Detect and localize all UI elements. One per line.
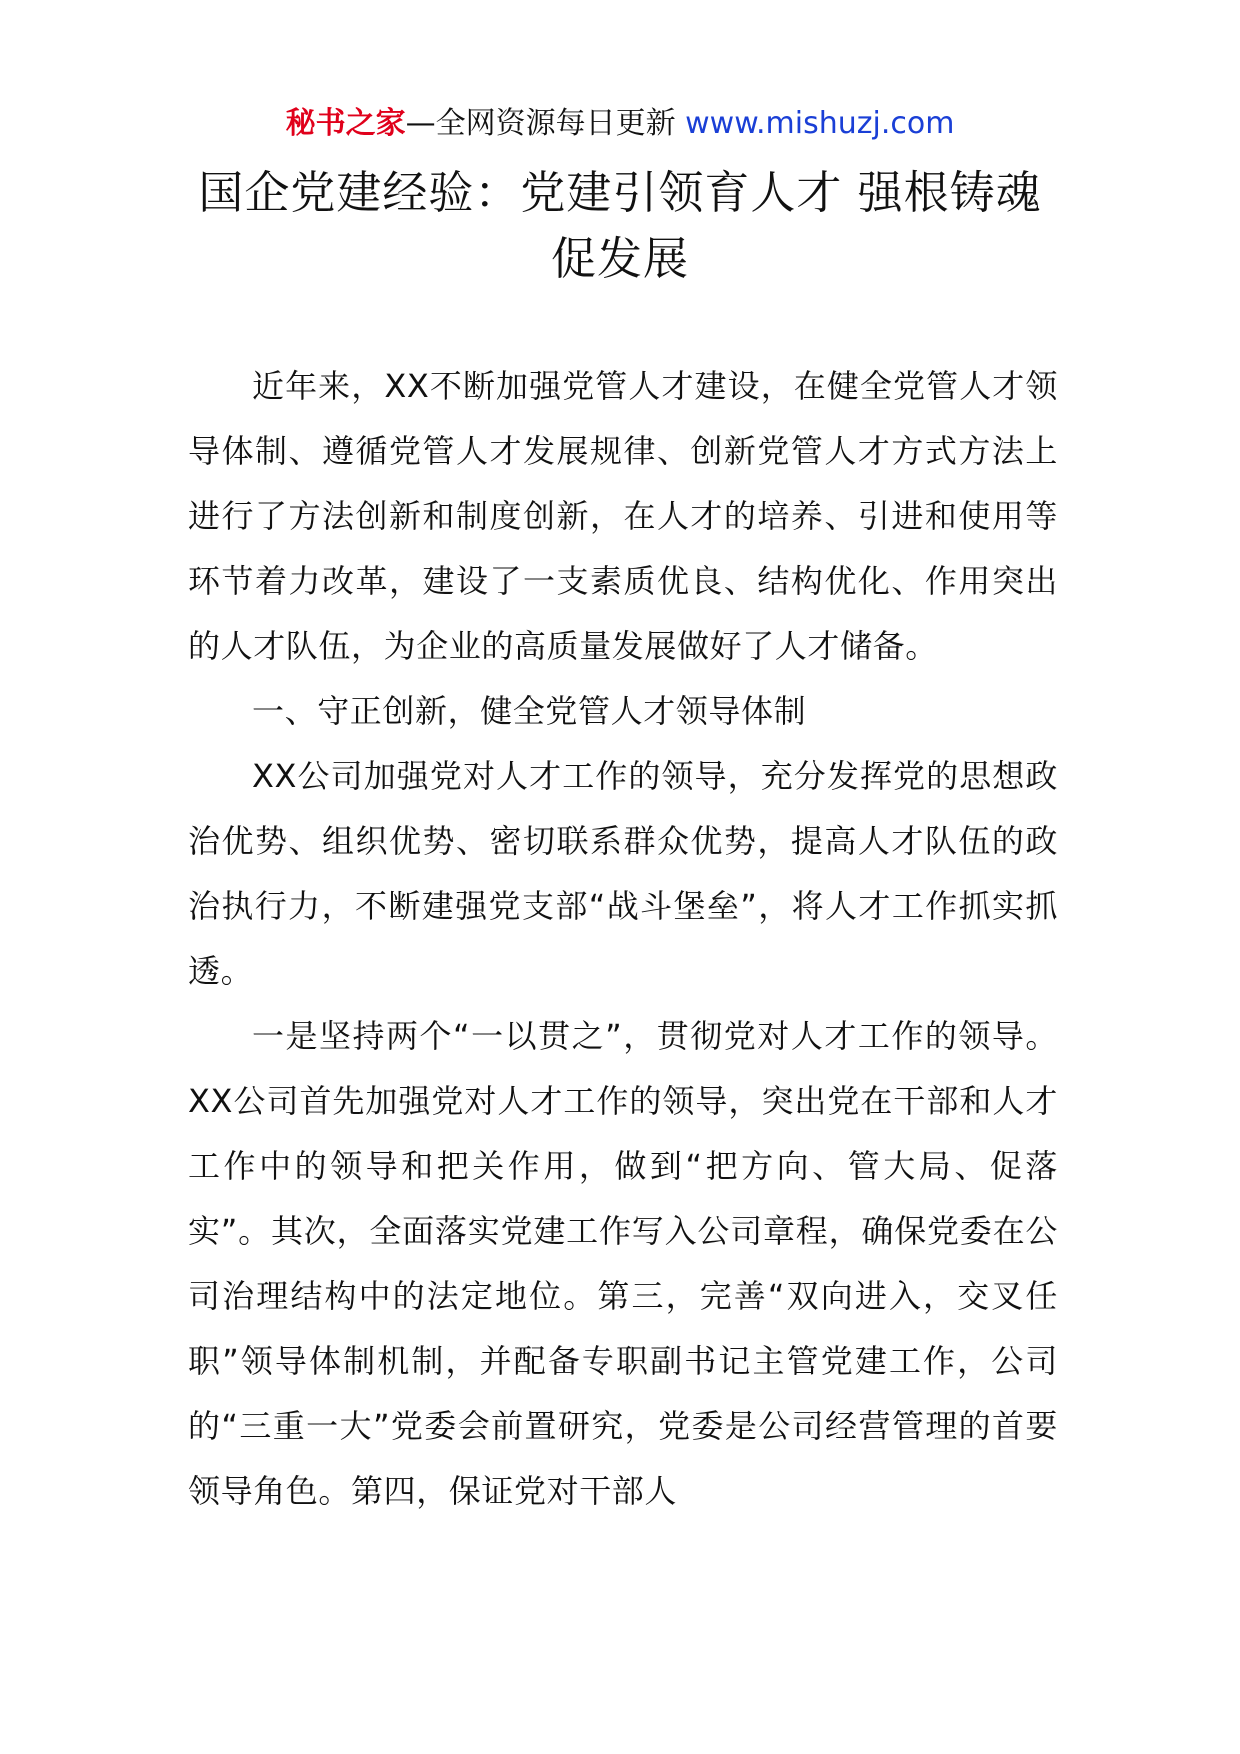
header-tagline: —全网资源每日更新 — [405, 106, 686, 141]
site-url-link[interactable]: www.mishuzj.com — [685, 106, 955, 141]
paragraph-intro: 近年来，XX不断加强党管人才建设，在健全党管人才领导体制、遵循党管人才发展规律、创新党管人才方式方法上进行了方法创新和制度创新，在人才的培养、引进和使用等环节着力改革，建设了一支素质优良、结构优化、作用突出的人才队伍，为企业的高质量发展做好了人才储备。 — [188, 367, 1058, 665]
site-header-banner — [0, 102, 1240, 146]
section-heading-1: 一、守正创新，健全党管人才领导体制 — [252, 692, 807, 730]
paragraph-section-1: XX公司加强党对人才工作的领导，充分发挥党的思想政治优势、组织优势、密切联系群众优势，提高人才队伍的政治执行力，不断建强党支部“战斗堡垒”，将人才工作抓实抓透。 — [188, 757, 1058, 990]
document-title — [150, 160, 1090, 292]
paragraph-point-1: 一是坚持两个“一以贯之”，贯彻党对人才工作的领导。XX公司首先加强党对人才工作的领导，突出党在干部和人才工作中的领导和把关作用，做到“把方向、管大局、促落实”。其次，全面落实党建工作写入公司章程，确保党委在公司治理结构中的法定地位。第三，完善“双向进入，交叉任职”领导体制机制，并配备专职副书记主管党建工作，公司的“三重一大”党委会前置研究，党委是公司经营管理的首要领导角色。第四，保证党对干部人 — [188, 1017, 1058, 1510]
document-body — [188, 354, 1058, 1524]
brand-name: 秘书之家 — [285, 106, 406, 141]
title-line-2: 促发展 — [550, 232, 689, 285]
title-line-1: 国企党建经验：党建引领育人才 强根铸魂 — [198, 166, 1042, 219]
